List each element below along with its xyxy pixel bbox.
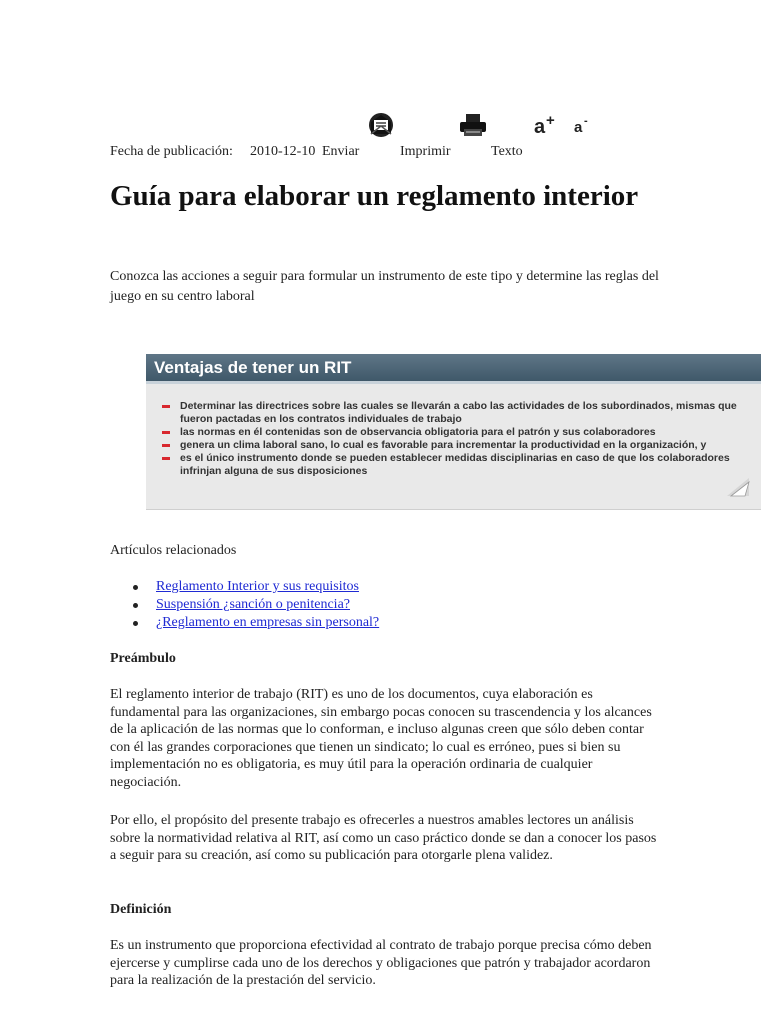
rit-advantage-item: las normas en él contenidas son de observancia obligatoria para el patrón y sus colaboradores	[162, 426, 739, 439]
article-toolbar	[365, 112, 625, 142]
publication-date-label: Fecha de publicación:	[110, 144, 233, 159]
bullet-dot-icon	[133, 585, 138, 590]
red-bullet-icon	[162, 457, 170, 460]
print-link[interactable]: Imprimir	[400, 144, 451, 159]
definition-heading: Definición	[110, 902, 172, 917]
article-intro: Conozca las acciones a seguir para formular un instrumento de este tipo y determine las reglas del juego en su centro laboral	[110, 269, 659, 304]
preamble-paragraph-2: Por ello, el propósito del presente trabajo es ofrecerles a nuestros amables lectores un análisis sobre la normatividad relativa al RIT, así como un caso práctico donde se dan a conocer los pasos a seguir para su creación, así como su publicación para otorgarle plena validez.	[110, 813, 657, 864]
rit-advantages-box	[146, 354, 761, 510]
preamble-heading: Preámbulo	[110, 651, 176, 666]
related-article-link[interactable]: Reglamento Interior y sus requisitos	[156, 579, 359, 594]
svg-text:+: +	[546, 112, 555, 129]
article-title: Guía para elaborar un reglamento interior	[110, 180, 639, 212]
rit-advantage-item: es el único instrumento donde se pueden establecer medidas disciplinarias en caso de que los colaboradores infrinjan alguna de sus disposiciones	[162, 452, 739, 478]
related-articles-heading: Artículos relacionados	[110, 543, 237, 558]
related-article-link[interactable]: ¿Reglamento en empresas sin personal?	[156, 615, 380, 630]
rit-advantage-item: Determinar las directrices sobre las cuales se llevarán a cabo las actividades de los subordinados, mismas que fueron pactadas en los contratos individuales de trabajo	[162, 400, 739, 426]
send-link[interactable]: Enviar	[322, 144, 360, 159]
rit-box-title: Ventajas de tener un RIT	[154, 358, 352, 377]
related-article-item	[130, 578, 379, 596]
text-size-link[interactable]: Texto	[491, 144, 523, 159]
printer-icon[interactable]	[457, 112, 489, 143]
publication-date-value: 2010-12-10	[250, 144, 316, 159]
related-articles-list	[130, 578, 379, 632]
font-increase-icon[interactable]	[533, 112, 563, 143]
envelope-icon[interactable]	[365, 112, 397, 143]
rit-advantage-item: genera un clima laboral sano, lo cual es favorable para incrementar la productividad en la organización, y	[162, 439, 739, 452]
red-bullet-icon	[162, 405, 170, 408]
preamble-paragraph-1: El reglamento interior de trabajo (RIT) es uno de los documentos, cuya elaboración es fundamental para las organizaciones, sin embargo pocas conocen su trascendencia y los alcances de la aplicación de las normas que lo conforman, e incluso algunas creen que sólo deben contar con él las grandes corporaciones que tienen un sindicato; lo cual es erróneo, pues si bien su implementación no es obligatoria, es muy útil para la operación ordinaria de cualquier negociación.	[110, 687, 652, 790]
font-decrease-icon[interactable]	[573, 112, 599, 143]
related-article-item	[130, 614, 379, 632]
bullet-dot-icon	[133, 621, 138, 626]
red-bullet-icon	[162, 444, 170, 447]
bullet-dot-icon	[133, 603, 138, 608]
red-bullet-icon	[162, 431, 170, 434]
svg-text:a: a	[534, 116, 546, 138]
page-curl-icon	[725, 476, 751, 503]
related-article-item	[130, 596, 379, 614]
svg-text:-: -	[584, 115, 588, 127]
rit-box-header	[146, 354, 761, 384]
related-article-link[interactable]: Suspensión ¿sanción o penitencia?	[156, 597, 351, 612]
definition-paragraph: Es un instrumento que proporciona efectividad al contrato de trabajo porque precisa cómo deben ejercerse y cumplirse cada uno de los derechos y obligaciones que patrón y trabajador acordaron para la realización de la prestación del servicio.	[110, 938, 652, 989]
svg-text:a: a	[574, 119, 583, 136]
rit-advantages-list	[146, 384, 761, 478]
